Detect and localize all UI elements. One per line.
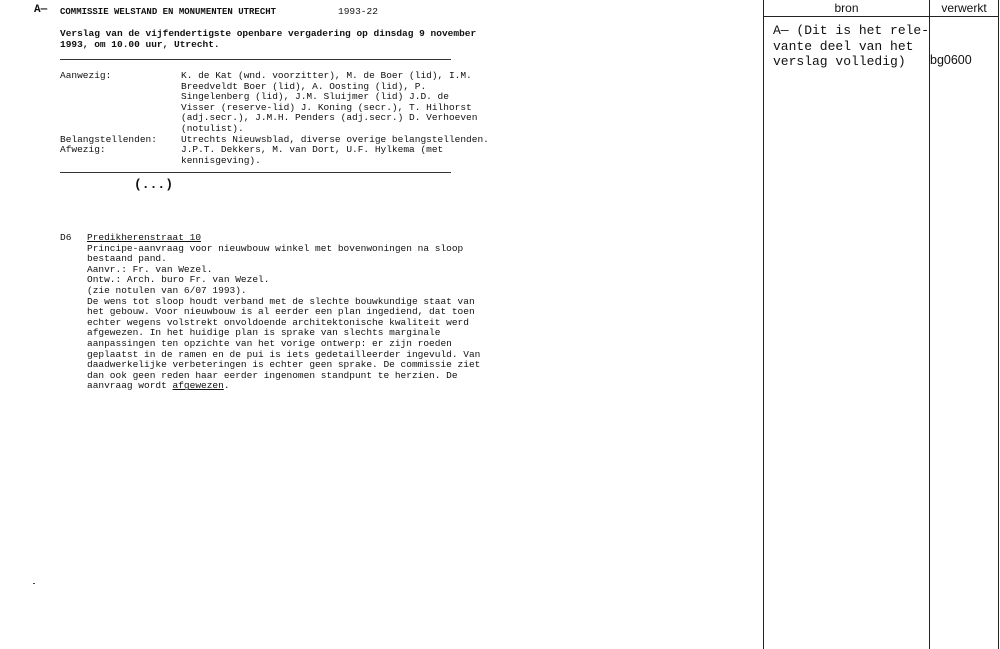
margin-mark: A—	[34, 4, 48, 16]
item-line: (zie notulen van 6/07 1993).	[87, 284, 247, 296]
present-line-5: (adj.secr.), J.M.H. Penders (adj.secr.) D. Verhoeven	[181, 112, 478, 124]
item-line: bestaand pand.	[87, 253, 167, 265]
report-title-line-1: Verslag van de vijfendertigste openbare vergadering op dinsdag 9 november	[60, 28, 477, 39]
bron-note-line: verslag volledig)	[773, 54, 906, 69]
separator-top	[60, 59, 451, 60]
item-line: geplaatst in de ramen en de pui is iets gedetailleerder ingevuld. Van	[87, 348, 481, 360]
item-line: Principe-aanvraag voor nieuwbouw winkel met bovenwoningen na sloop	[87, 242, 464, 254]
present-label: Aanwezig:	[60, 70, 112, 81]
present-line-3: Singelenberg (lid), J.M. Sluijmer (lid) J.D. de	[181, 91, 449, 103]
stakeholders-label: Belangstellenden:	[60, 133, 157, 145]
verwerkt-reference: bg0600	[930, 53, 972, 67]
scan-speck	[33, 583, 35, 584]
item-line: echter wegens volstrekt onvoldoende architektonische kwaliteit werd	[87, 316, 469, 328]
table-border-left	[763, 0, 764, 649]
bron-note	[773, 23, 929, 70]
item-line: De wens tot sloop houdt verband met de slechte bouwkundige staat van	[87, 295, 475, 307]
item-line: afgewezen. In het huidige plan is sprake van slechts marginale	[87, 327, 441, 339]
item-line: aanpassingen ten opzichte van het vorige ontwerp: er zijn roeden	[87, 337, 452, 349]
item-line: dan ook geen reden haar eerder ingenomen standpunt te herzien. De	[87, 369, 458, 381]
item-code: D6	[60, 232, 72, 243]
bron-column-header: bron	[834, 1, 859, 15]
committee-heading: COMMISSIE WELSTAND EN MONUMENTEN UTRECHT	[60, 7, 277, 17]
item-line: Aanvr.: Fr. van Wezel.	[87, 263, 213, 275]
decision-afgewezen: afgewezen	[172, 380, 224, 392]
table-column-divider	[929, 0, 930, 649]
separator-bottom	[60, 172, 451, 173]
report-number: 1993-22	[338, 6, 378, 17]
present-line-1: K. de Kat (wnd. voorzitter), M. de Boer (lid), I.M.	[181, 70, 472, 81]
verwerkt-column-header: verwerkt	[941, 1, 987, 15]
item-last-suffix: .	[223, 380, 230, 392]
present-line-4: Visser (reserve-lid) J. Koning (secr.), T. Hilhorst	[181, 101, 472, 113]
report-title-line-2: 1993, om 10.00 uur, Utrecht.	[60, 39, 220, 50]
item-last-line	[87, 381, 480, 392]
absent-label: Afwezig:	[60, 144, 106, 156]
bron-note-line: vante deel van het	[773, 38, 914, 54]
absent-line-1: J.P.T. Dekkers, M. van Dort, U.F. Hylkema (met	[181, 144, 444, 156]
absent-line-2: kennisgeving).	[181, 154, 261, 166]
present-line-6: (notulist).	[181, 123, 244, 134]
bron-note-line: A— (Dit is het rele-	[773, 23, 930, 38]
stakeholders-text: Utrechts Nieuwsblad, diverse overige belangstellenden.	[181, 133, 489, 145]
item-line: het gebouw. Voor nieuwbouw is al eerder een plan ingediend, dat toen	[87, 306, 475, 318]
item-body	[87, 244, 480, 392]
table-border-right	[998, 0, 999, 649]
item-last-prefix: aanvraag wordt	[87, 380, 173, 392]
table-header-rule	[763, 16, 999, 17]
item-line: Ontw.: Arch. buro Fr. van Wezel.	[87, 274, 270, 286]
item-title: Predikherenstraat 10	[87, 232, 202, 243]
omission-marker: (...)	[134, 177, 174, 192]
item-line: daadwerkelijke verbeteringen is echter geen sprake. De commissie ziet	[87, 359, 481, 371]
present-line-2: Breedveldt Boer (lid), A. Oosting (lid), P.	[181, 80, 427, 92]
